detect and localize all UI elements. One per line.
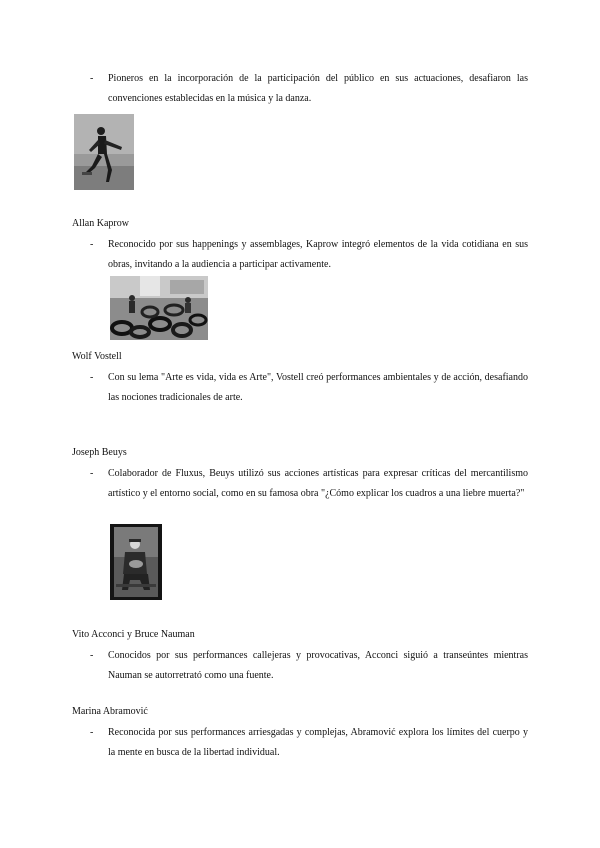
artist-name: Wolf Vostell bbox=[72, 351, 122, 362]
bullet-dash: - bbox=[90, 468, 94, 479]
entry-description: Colaborador de Fluxus, Beuys utilizó sus acciones artísticas para expresar críticas del mercantilismo artístico y el entorno social, como en su famosa obra "¿Cómo explicar los cuadros a una liebre muerta?" bbox=[108, 468, 528, 499]
bullet-dash: - bbox=[90, 650, 94, 661]
bullet-dash: - bbox=[90, 727, 94, 738]
bullet-dash: - bbox=[90, 239, 94, 250]
artist-name: Vito Acconci y Bruce Nauman bbox=[72, 629, 195, 640]
artist-name: Marina Abramović bbox=[72, 706, 148, 717]
dancer-performance-photo bbox=[74, 114, 134, 190]
entry-description: Con su lema "Arte es vida, vida es Arte", Vostell creó performances ambientales y de acción, desafiando las nociones tradicionales de arte. bbox=[108, 372, 528, 403]
bullet-dash: - bbox=[90, 73, 94, 84]
artist-name: Allan Kaprow bbox=[72, 218, 129, 229]
entry-description: Reconocido por sus happenings y assemblages, Kaprow integró elementos de la vida cotidiana en sus obras, invitando a la audiencia a participar activamente. bbox=[108, 239, 528, 270]
beuys-hare-performance-photo bbox=[110, 524, 162, 600]
bullet-dash: - bbox=[90, 372, 94, 383]
entry-description: Conocidos por sus performances callejeras y provocativas, Acconci siguió a transeúntes mientras Nauman se autorretrató como una fuente. bbox=[108, 650, 528, 681]
entry-description: Pioneros en la incorporación de la participación del público en sus actuaciones, desafiaron las convenciones establecidas en la música y la danza. bbox=[108, 73, 528, 104]
entry-description: Reconocida por sus performances arriesgadas y complejas, Abramović explora los límites del cuerpo y la mente en busca de la libertad individual. bbox=[108, 727, 528, 758]
artist-name: Joseph Beuys bbox=[72, 447, 127, 458]
tire-yard-happening-photo bbox=[110, 276, 208, 340]
